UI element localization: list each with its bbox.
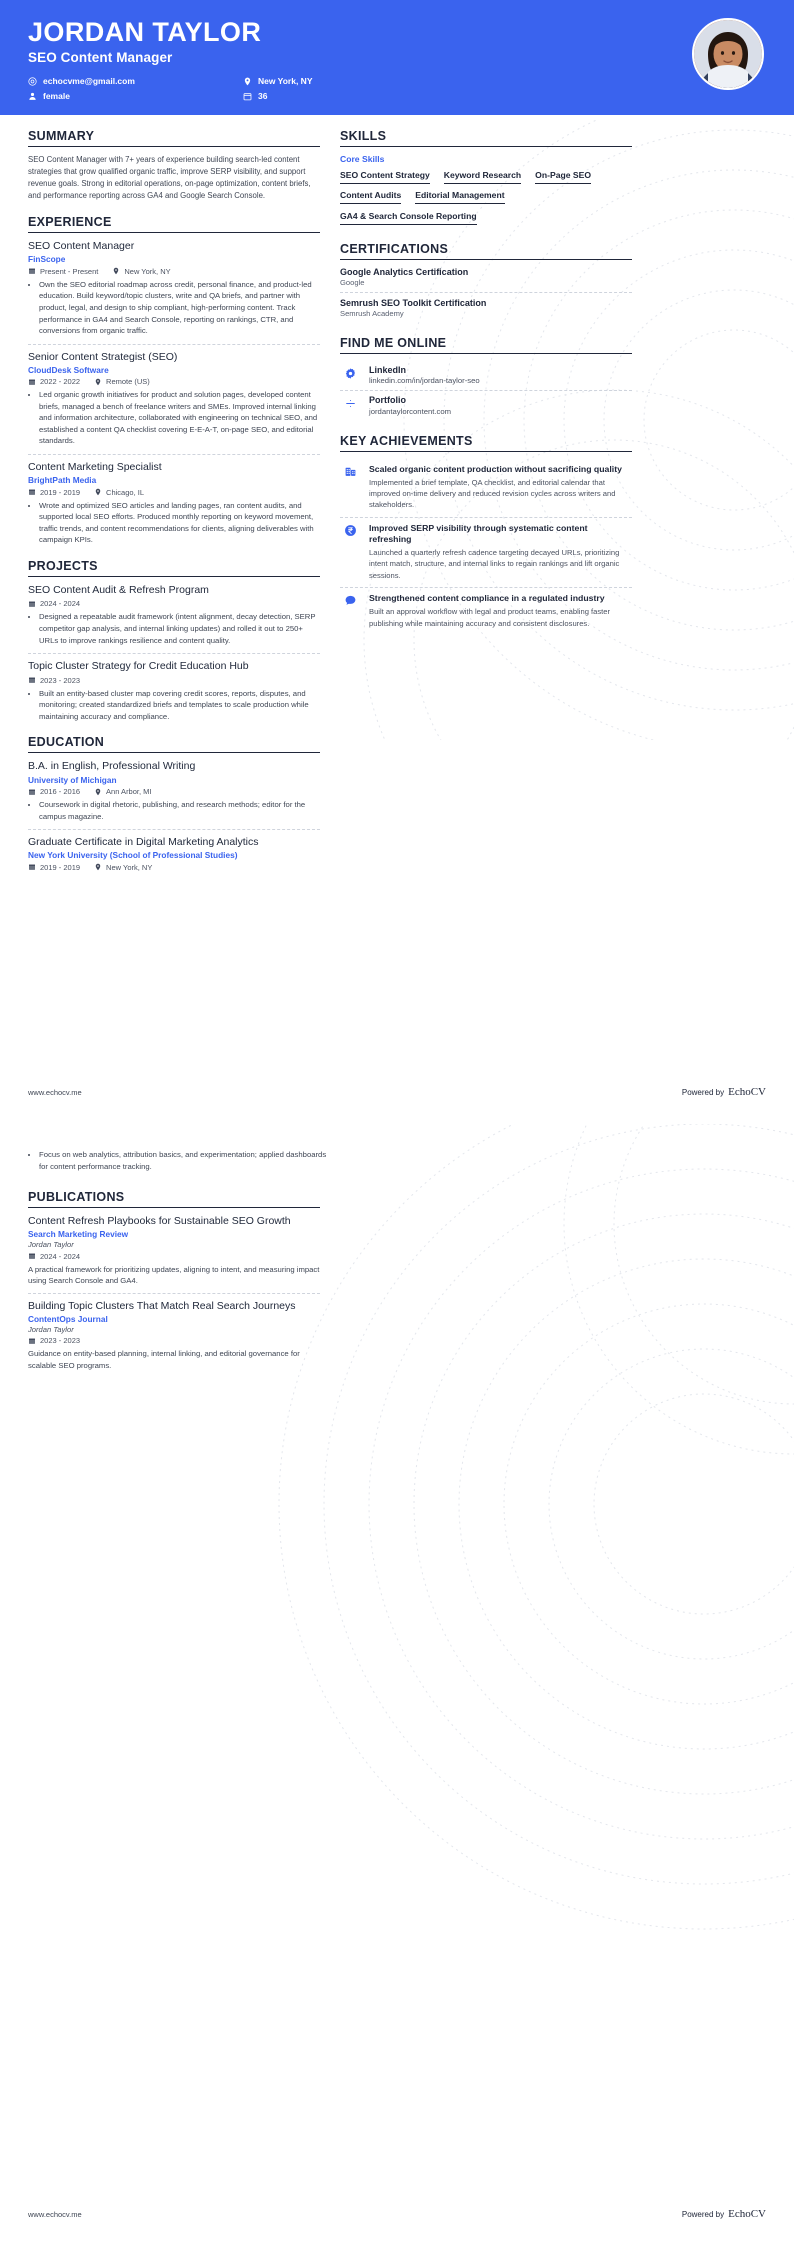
achievement-title: Scaled organic content production without sacrificing quality <box>369 463 622 474</box>
contact-gender <box>28 91 243 101</box>
contact-info <box>28 76 766 101</box>
project-item <box>28 584 320 654</box>
badge-icon <box>340 523 360 581</box>
resume-page-2 <box>0 1124 794 2246</box>
skill-item: Content Audits <box>340 188 401 205</box>
bullet: • Coursework in digital rhetoric, publishing, and research methods; editor for the campus magazine. <box>39 799 320 822</box>
achievement-title: Improved SERP visibility through systematic content refreshing <box>369 522 588 544</box>
skill-item: GA4 & Search Console Reporting <box>340 208 477 225</box>
page-footer <box>0 2208 794 2220</box>
bullet: • Built an entity-based cluster map covering credit scores, reports, disputes, and monitoring; created standardized briefs and templates to scale production while maintaining accuracy and compliance. <box>39 688 320 723</box>
project-item <box>28 660 320 722</box>
link-label: Portfolio <box>369 395 406 405</box>
footer-powered-label: Powered by <box>681 1088 725 1097</box>
education-heading: EDUCATION <box>28 735 320 753</box>
calendar-icon <box>28 378 36 386</box>
find-me-online-heading: FIND ME ONLINE <box>340 336 632 354</box>
education-item <box>28 760 320 830</box>
experience-org[interactable]: FinScope <box>28 254 66 265</box>
experience-item <box>28 240 320 344</box>
calendar-icon <box>28 1252 36 1260</box>
contact-email[interactable] <box>28 76 243 86</box>
footer-site[interactable]: www.echocv.me <box>28 2209 82 2219</box>
education-title: B.A. in English, Professional Writing <box>28 760 196 773</box>
calendar-icon <box>28 1337 36 1345</box>
experience-location: Remote (US) <box>94 377 150 386</box>
avatar <box>692 18 764 90</box>
skills-list <box>340 167 632 229</box>
education-bullets-continued <box>39 1149 331 1172</box>
publication-org[interactable]: ContentOps Journal <box>28 1313 108 1324</box>
footer-site[interactable]: www.echocv.me <box>28 1087 82 1097</box>
contact-location-value: New York, NY <box>258 76 313 87</box>
calendar-icon <box>28 863 36 871</box>
section-skills <box>340 129 632 229</box>
project-bullets <box>39 611 320 646</box>
publication-org[interactable]: Search Marketing Review <box>28 1229 129 1240</box>
bullet: • Led organic growth initiatives for product and solution pages, developed content briefs, managed a bench of freelance writers and SMEs. Improved internal linking and information architecture, collaborated with engineering on technical SEO, and established a content QA checklist covering E-E-A-T, on-page SEO, and editorial standards. <box>39 389 320 447</box>
experience-dates: 2019 - 2019 <box>28 488 80 497</box>
experience-location: New York, NY <box>112 267 170 276</box>
publication-author: Jordan Taylor <box>28 1240 74 1250</box>
gear-icon <box>340 365 360 380</box>
footer-powered-by <box>682 1086 766 1098</box>
experience-heading: EXPERIENCE <box>28 215 320 233</box>
bullet: • Wrote and optimized SEO articles and landing pages, ran content audits, and supported local SEO efforts. Produced monthly reporting on keyword movement, traffic trends, and content recommendations for clients, aligning deliverables with campaign KPIs. <box>39 500 320 546</box>
project-meta <box>28 676 320 685</box>
publication-item <box>28 1215 320 1294</box>
footer-brand: EchoCV <box>728 1086 766 1098</box>
certification-item <box>340 267 632 293</box>
contact-age <box>243 91 312 101</box>
section-summary <box>28 129 320 202</box>
calendar-icon <box>28 788 36 796</box>
education-location: New York, NY <box>94 863 152 872</box>
publication-author: Jordan Taylor <box>28 1324 74 1334</box>
experience-item <box>28 461 320 546</box>
location-pin-icon <box>94 378 102 386</box>
publication-dates: 2023 - 2023 <box>28 1336 80 1345</box>
education-org[interactable]: University of Michigan <box>28 774 117 785</box>
education-dates: 2016 - 2016 <box>28 787 80 796</box>
project-title: Topic Cluster Strategy for Credit Education Hub <box>28 660 249 673</box>
publication-dates: 2024 - 2024 <box>28 1252 80 1261</box>
section-certifications <box>340 242 632 323</box>
location-pin-icon <box>94 863 102 871</box>
publication-title: Building Topic Clusters That Match Real Search Journeys <box>28 1299 296 1312</box>
location-pin-icon <box>94 788 102 796</box>
education-meta <box>28 863 320 872</box>
certification-item <box>340 298 632 323</box>
education-title: Graduate Certificate in Digital Marketing Analytics <box>28 836 259 849</box>
contact-email-value: echocvme@gmail.com <box>43 76 135 87</box>
certification-issuer: Google <box>340 277 365 287</box>
section-find-me-online <box>340 336 632 421</box>
skill-item: Keyword Research <box>444 167 521 184</box>
footer-powered-by <box>682 2208 766 2220</box>
projects-heading: PROJECTS <box>28 559 320 577</box>
publication-title: Content Refresh Playbooks for Sustainable SEO Growth <box>28 1215 291 1228</box>
email-icon <box>28 77 37 86</box>
summary-text: SEO Content Manager with 7+ years of experience building search-led content strategies that grow qualified organic traffic, improve SERP visibility, and support revenue goals. Strong in editorial operations, on-page optimization, content briefs, and performance reporting across GA4 and Google Search Console. <box>28 155 311 201</box>
skill-item: Editorial Management <box>415 188 504 205</box>
experience-meta <box>28 377 320 386</box>
contact-location <box>243 76 312 86</box>
calendar-icon <box>28 600 36 608</box>
certification-issuer: Semrush Academy <box>340 308 404 318</box>
location-pin-icon <box>243 77 252 86</box>
project-meta <box>28 599 320 608</box>
calendar-icon <box>243 92 252 101</box>
achievement-description: Implemented a brief template, QA checklist, and editorial calendar that improved on-time delivery and reduced revision cycles across writers and stakeholders. <box>369 477 616 510</box>
experience-org[interactable]: BrightPath Media <box>28 475 97 486</box>
publication-description: Guidance on entity-based planning, internal linking, and editorial governance for scalable SEO programs. <box>28 1349 300 1370</box>
decorative-arcs <box>274 1124 794 1984</box>
calendar-icon <box>28 267 36 275</box>
section-experience <box>28 215 320 546</box>
skills-heading: SKILLS <box>340 129 632 147</box>
link-url: linkedin.com/in/jordan-taylor-seo <box>369 376 480 385</box>
link-url: jordantaylorcontent.com <box>369 406 452 416</box>
experience-title: Senior Content Strategist (SEO) <box>28 350 178 363</box>
achievement-title: Strengthened content compliance in a regulated industry <box>369 593 605 604</box>
experience-dates: 2022 - 2022 <box>28 377 80 386</box>
publication-meta <box>28 1252 320 1261</box>
bullet: • Designed a repeatable audit framework (intent alignment, decay detection, SERP competitor gap analysis, and internal linking updates) and rolled it out to 250+ URLs to improve rankings resilience and content quality. <box>39 611 320 646</box>
experience-org[interactable]: CloudDesk Software <box>28 364 109 375</box>
location-pin-icon <box>94 488 102 496</box>
building-icon <box>340 464 360 511</box>
calendar-icon <box>28 488 36 496</box>
education-bullets <box>39 799 320 822</box>
project-dates: 2024 - 2024 <box>28 599 80 608</box>
skill-item: On-Page SEO <box>535 167 591 184</box>
education-continued <box>28 1149 327 1172</box>
education-item <box>28 836 320 872</box>
footer-powered-label: Powered by <box>681 2210 725 2219</box>
skills-group-label: Core Skills <box>340 154 385 164</box>
skill-item: SEO Content Strategy <box>340 167 430 184</box>
education-meta <box>28 787 320 796</box>
experience-title: Content Marketing Specialist <box>28 461 162 474</box>
candidate-name: JORDAN TAYLOR <box>28 17 262 47</box>
footer-brand: EchoCV <box>728 2208 766 2220</box>
experience-item <box>28 351 320 455</box>
education-location: Ann Arbor, MI <box>94 787 151 796</box>
divide-icon <box>340 395 360 410</box>
publication-item <box>28 1300 320 1372</box>
person-icon <box>28 92 37 101</box>
experience-bullets <box>39 500 320 546</box>
experience-bullets <box>39 279 320 337</box>
certification-name: Semrush SEO Toolkit Certification <box>340 297 487 308</box>
contact-gender-value: female <box>43 91 70 102</box>
experience-meta <box>28 267 320 276</box>
page-footer <box>0 1086 794 1098</box>
experience-location: Chicago, IL <box>94 488 144 497</box>
page2-content <box>0 1124 340 1372</box>
project-bullets <box>39 688 320 723</box>
chat-bubble-icon <box>340 593 360 629</box>
certification-name: Google Analytics Certification <box>340 266 469 277</box>
section-education <box>28 735 320 871</box>
link-label: LinkedIn <box>369 364 407 375</box>
publication-description: A practical framework for prioritizing updates, aligning to intent, and measuring impact using Search Console and GA4. <box>28 1264 320 1286</box>
candidate-title: SEO Content Manager <box>28 50 173 66</box>
resume-body <box>0 115 794 885</box>
bullet: • Focus on web analytics, attribution basics, and experimentation; applied dashboards for content performance tracking. <box>39 1149 331 1172</box>
experience-meta <box>28 488 320 497</box>
right-column <box>340 129 632 885</box>
publications-heading: PUBLICATIONS <box>28 1190 320 1208</box>
education-org[interactable]: New York University (School of Professional Studies) <box>28 850 238 861</box>
link-item-linkedin[interactable] <box>340 361 632 392</box>
achievement-description: Launched a quarterly refresh cadence targeting decayed URLs, prioritizing intent match, structure, and internal links to regain rankings and lift organic sessions. <box>369 548 620 580</box>
section-key-achievements <box>340 434 632 636</box>
achievement-item <box>340 459 632 518</box>
calendar-icon <box>28 676 36 684</box>
section-projects <box>28 559 320 723</box>
achievement-item <box>340 588 632 635</box>
bullet: • Own the SEO editorial roadmap across credit, personal finance, and product-led education. Build keyword/topic clusters, write and QA briefs, and partner with product, legal, and design to ship compliant, high-performing content. Track performance in GA4 and Search Console, reporting on rankings, CTR, and conversions from organic traffic. <box>39 279 320 337</box>
experience-dates: Present - Present <box>28 267 98 276</box>
education-dates: 2019 - 2019 <box>28 863 80 872</box>
location-pin-icon <box>112 267 120 275</box>
resume-header <box>0 0 794 115</box>
contact-age-value: 36 <box>258 91 268 102</box>
left-column <box>28 129 320 885</box>
project-title: SEO Content Audit & Refresh Program <box>28 583 209 596</box>
publication-meta <box>28 1336 320 1345</box>
experience-title: SEO Content Manager <box>28 240 135 253</box>
experience-bullets <box>39 389 320 447</box>
achievement-item <box>340 518 632 588</box>
achievement-description: Built an approval workflow with legal and product teams, enabling faster publishing while maintaining accuracy and consistent disclosures. <box>369 607 611 628</box>
section-publications <box>28 1190 320 1371</box>
link-item-portfolio[interactable] <box>340 391 632 421</box>
project-dates: 2023 - 2023 <box>28 676 80 685</box>
key-achievements-heading: KEY ACHIEVEMENTS <box>340 434 632 452</box>
summary-heading: SUMMARY <box>28 129 320 147</box>
certifications-heading: CERTIFICATIONS <box>340 242 632 260</box>
